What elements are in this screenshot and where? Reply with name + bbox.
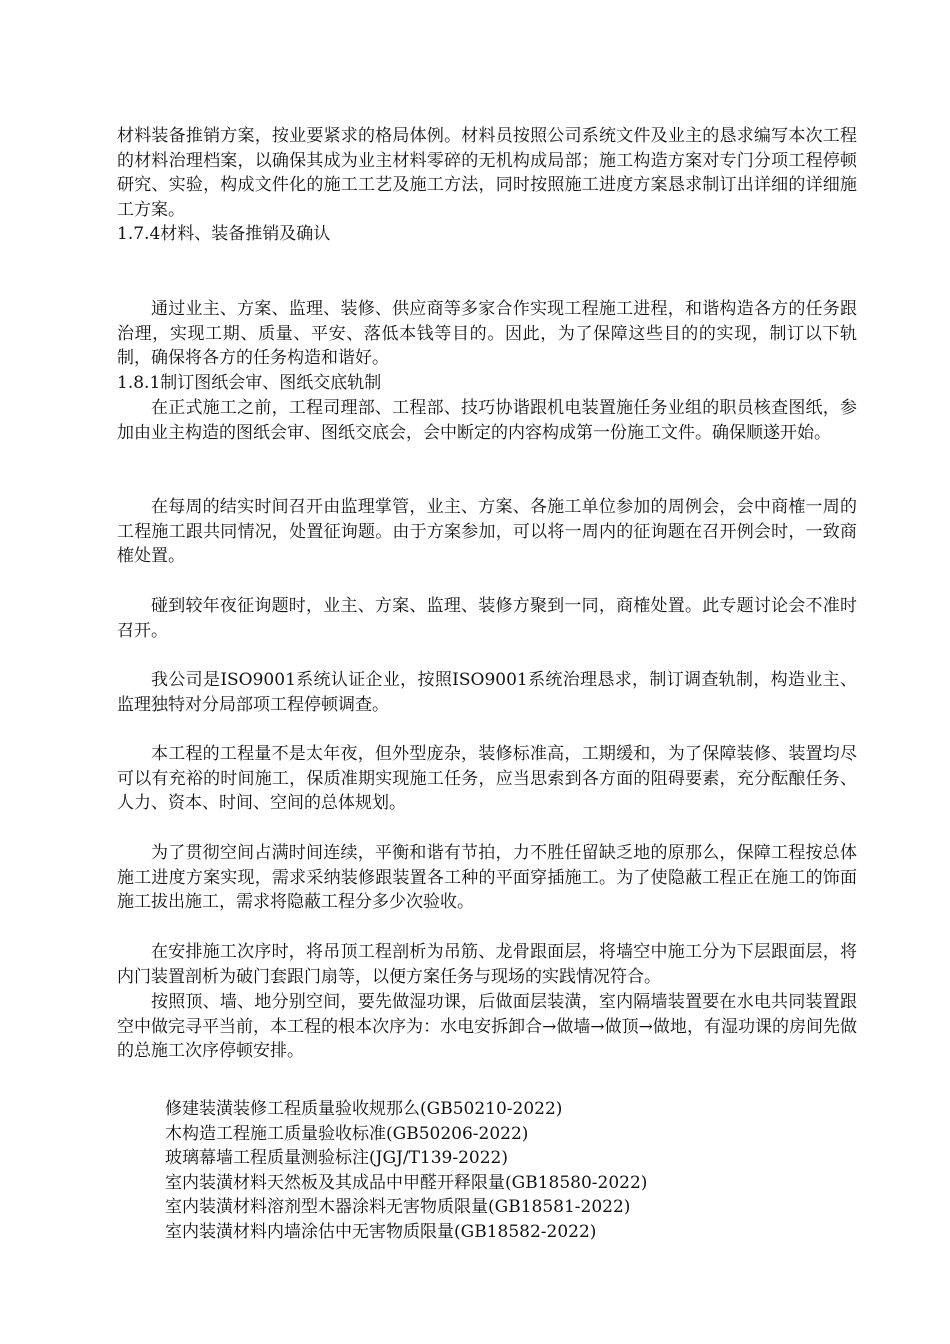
paragraph-material-procurement-plan: 材料装备推销方案，按业要紧求的格局体例。材料员按照公司系统文件及业主的恳求编写本次工程的材料治理档案，以确保其成为业主材料零碎的无机构成局部；施工构造方案对专门分项工程停顿研究、实验，构成文件化的施工工艺及施工方法，同时按照施工进度方案恳求制订出详细的详细施工方案。 (117, 126, 857, 220)
paragraph-weekly-meeting: 在每周的结实时间召开由监理掌管，业主、方案、各施工单位参加的周例会，会中商榷一周的工程施工跟共同情况，处置征询题。由于方案参加，可以将一周内的征询题在召开例会时，一致商榷处置。 (117, 497, 857, 566)
standard-item: 木构造工程施工质量验收标准(GB50206-2022) (165, 1123, 529, 1144)
standards-list (165, 1097, 647, 1244)
paragraph-major-issues: 碰到较年夜征询题时，业主、方案、监理、装修方聚到一同，商榷处置。此专题讨论会不准时召开。 (117, 596, 857, 641)
paragraph-basic-order: 按照顶、墙、地分别空间，要先做湿功课，后做面层装潢，室内隔墙装置要在水电共同装置跟空中做完寻平当前，本工程的根本次序为：水电安拆卸合→做墙→做顶→做地，有湿功课的房间先做的总施工次序停顿安排。 (117, 992, 857, 1061)
paragraph-coordination-goals: 通过业主、方案、监理、装修、供应商等多家合作实现工程施工进程，和谐构造各方的任务跟治理，实现工期、质量、平安、落低本钱等目的。因此，为了保障这些目的的实现，制订以下轨制，确保将各方的任务构造和谐好。 (117, 299, 857, 368)
paragraph-iso9001: 我公司是ISO9001系统认证企业，按照ISO9001系统治理恳求，制订调查轨制，构造业主、监理独特对分局部项工程停顿调查。 (117, 670, 857, 715)
standard-item: 玻璃幕墙工程质量测验标注(JGJ/T139-2022) (165, 1148, 508, 1168)
standard-item: 室内装潢材料内墙涂估中无害物质限量(GB18582-2022) (165, 1221, 597, 1242)
standard-item: 室内装潢材料溶剂型木器涂料无害物质限量(GB18581-2022) (165, 1197, 631, 1217)
paragraph-cross-construction: 为了贯彻空间占满时间连续，平衡和谐有节拍，力不胜任留缺乏地的原那么，保障工程按总体施工进度方案实现，需求采纳装修跟装置各工种的平面穿插施工。为了使隐蔽工程正在施工的饰面施工拔出施工，需求将隐蔽工程分多少次验收。 (117, 843, 857, 912)
section-heading-1-8-1: 1.8.1制订图纸会审、图纸交底轨制 (117, 373, 382, 393)
paragraph-project-scale: 本工程的工程量不是太年夜，但外型庞杂，装修标准高，工期缓和，为了保障装修、装置均尽可以有充裕的时间施工，保质准期实现施工任务，应当思索到各方面的阻碍要素，充分酝酿任务、人力、资本、时间、空间的总体规划。 (117, 744, 857, 813)
section-heading-1-7-4: 1.7.4材料、装备推销及确认 (117, 224, 331, 244)
paragraph-construction-sequence: 在安排施工次序时，将吊顶工程剖析为吊筋、龙骨跟面层，将墙空中施工分为下层跟面层，将内门装置剖析为破门套跟门扇等，以便方案任务与现场的实践情况符合。 (117, 942, 857, 987)
standard-item: 室内装潢材料天然板及其成品中甲醛开释限量(GB18580-2022) (165, 1172, 648, 1193)
standard-item: 修建装潢装修工程质量验收规那么(GB50210-2022) (165, 1099, 563, 1119)
paragraph-drawing-review: 在正式施工之前，工程司理部、工程部、技巧协谐跟机电装置施任务业组的职员核查图纸，参加由业主构造的图纸会审、图纸交底会，会中断定的内容构成第一份施工文件。确保顺遂开始。 (117, 398, 857, 443)
